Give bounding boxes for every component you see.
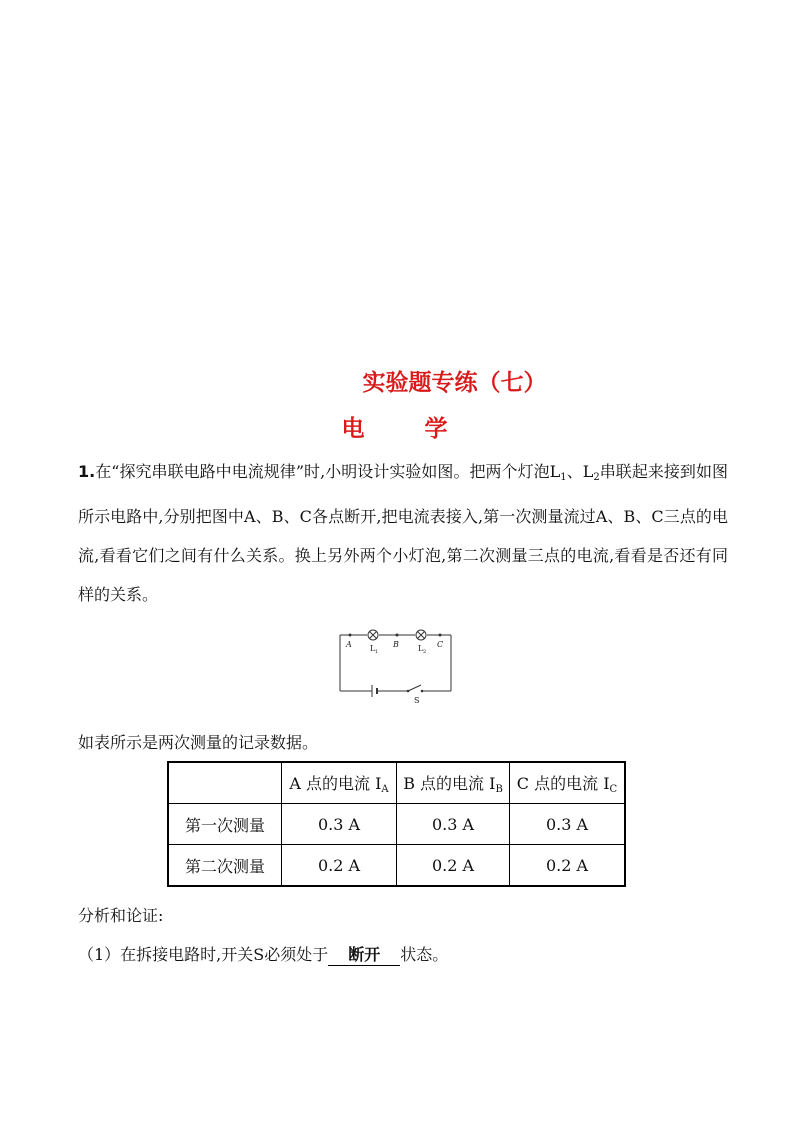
label-l2: L [418, 644, 424, 653]
cell-value: 0.3 A [282, 804, 397, 845]
cell-value: 0.3 A [397, 804, 510, 845]
label-a: A [346, 640, 352, 649]
cell-value: 0.2 A [510, 845, 626, 887]
subquestion-1 [78, 942, 448, 966]
cell-value: 0.2 A [397, 845, 510, 887]
question-text-part1: 在“探究串联电路中电流规律”时,小明设计实验如图。把两个灯泡L [95, 462, 561, 481]
question-sub2: 2 [593, 472, 600, 483]
table-header-row [168, 762, 625, 804]
question-text-part3: 串联起来接到如图所示电路中,分别把图中A、B、C各点断开,把电流表接入,第一次测量流过A、B、C三点的电流,看看它们之间有什么关系。换上另外两个小灯泡,第二次测量三点的电流,看看是否还有同样的关系。 [78, 462, 728, 604]
label-l1: L [370, 644, 376, 653]
switch-icon [408, 685, 421, 691]
cell-value: 0.2 A [282, 845, 397, 887]
circuit-diagram [336, 628, 456, 708]
label-s: S [414, 696, 420, 705]
header-c: C 点的电流 $I_C$ [510, 762, 626, 804]
data-table [167, 761, 626, 887]
question-1 [78, 452, 728, 614]
subq1-answer: 断开 [328, 945, 400, 966]
table-intro: 如表所示是两次测量的记录数据。 [78, 733, 319, 752]
label-c: C [437, 640, 444, 649]
page-subtitle: 电学 [341, 416, 508, 442]
page-title: 实验题专练（七） [362, 370, 547, 396]
row-label: 第二次测量 [168, 845, 282, 887]
header-a: A 点的电流 $I_A$ [282, 762, 397, 804]
question-text-part2: 、L [566, 462, 594, 481]
subq1-prefix: （1）在拆接电路时,开关S必须处于 [78, 945, 329, 964]
table-row [168, 804, 625, 845]
row-label: 第一次测量 [168, 804, 282, 845]
cell-value: 0.3 A [510, 804, 626, 845]
question-number: 1. [78, 462, 96, 481]
question-sub1: 1 [560, 472, 567, 483]
subq1-suffix: 状态。 [400, 945, 449, 964]
label-b: B [393, 640, 399, 649]
header-empty [168, 762, 282, 804]
analysis-heading: 分析和论证: [78, 906, 164, 925]
header-b: B 点的电流 $I_B$ [397, 762, 510, 804]
table-row [168, 845, 625, 887]
label-l2-sub: 2 [423, 649, 427, 655]
label-l1-sub: 1 [375, 649, 379, 655]
